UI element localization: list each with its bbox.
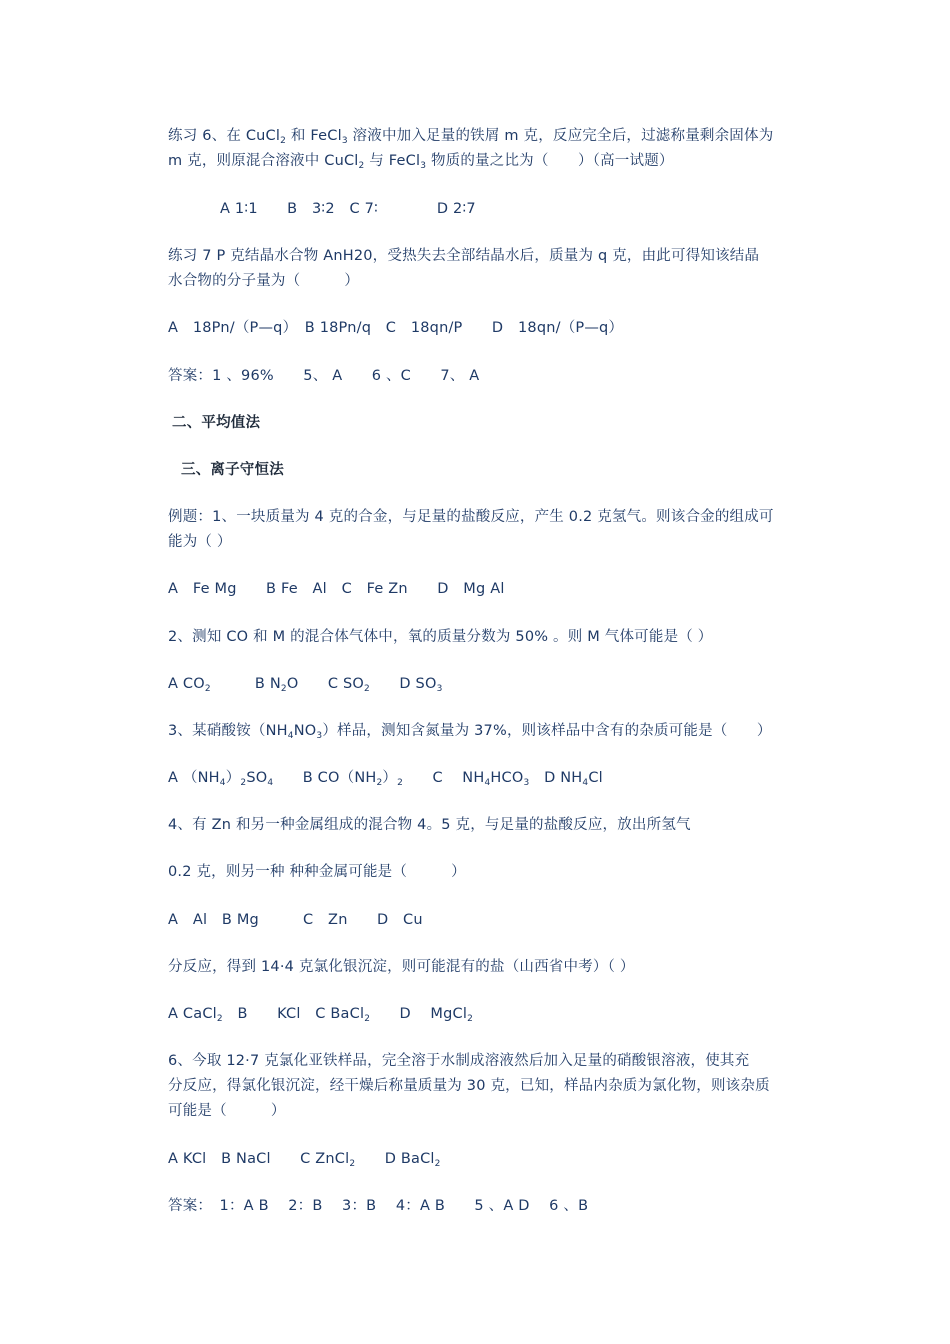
text: D BaCl: [355, 1151, 435, 1167]
subscript: 2: [280, 136, 287, 146]
text: ）: [382, 770, 398, 786]
question-2-text: 2、测知 CO 和 M 的混合体气体中，氧的质量分数为 50% 。则 M 气体可能是（ ）: [168, 629, 713, 645]
subscript: 3: [341, 136, 348, 146]
exercise-6-line-1: [168, 126, 773, 146]
section-heading-ion-conservation: 三、离子守恒法: [181, 462, 284, 478]
section-heading-average-method: 二、平均值法: [172, 415, 261, 431]
subscript: 4: [219, 778, 226, 788]
subscript: 2: [434, 1159, 441, 1169]
question-6-options: [168, 1149, 441, 1169]
question-3-options: [168, 768, 603, 788]
text: B KCl C BaCl: [222, 1006, 365, 1022]
text: 溶液中加入足量的铁屑 m 克，反应完全后，过滤称量剩余固体为: [347, 128, 774, 144]
exercise-7-line-2: 水合物的分子量为（ ）: [168, 273, 360, 289]
text: HCO: [490, 770, 524, 786]
subscript: 4: [267, 778, 274, 788]
question-6-line-1: 6、今取 12·7 克氯化亚铁样品，完全溶于水制成溶液然后加入足量的硝酸银溶液，使其充: [168, 1053, 750, 1069]
text: A KCl B NaCl C ZnCl: [168, 1151, 350, 1167]
subscript: 2: [467, 1014, 474, 1024]
subscript: 2: [376, 778, 383, 788]
question-1-line-2: 能为（ ）: [168, 534, 232, 550]
subscript: 3: [420, 161, 427, 171]
text: ）: [225, 770, 241, 786]
text: NO: [293, 723, 317, 739]
question-5-text: 分反应，得到 14·4 克氯化银沉淀，则可能混有的盐（山西省中考）（ ）: [168, 959, 635, 975]
subscript: 2: [364, 684, 370, 694]
text: Cl: [588, 770, 603, 786]
text: A CaCl: [168, 1006, 217, 1022]
subscript: 2: [397, 778, 404, 788]
text: 与 FeCl: [364, 153, 421, 169]
question-6-line-2: 分反应，得氯化银沉淀，经干燥后称量质量为 30 克，已知，样品内杂质为氯化物，则该杂质: [168, 1078, 770, 1094]
question-3-text: [168, 721, 772, 741]
text: B CO（NH: [273, 770, 377, 786]
text: D MgCl: [370, 1006, 468, 1022]
question-5-options: [168, 1004, 473, 1024]
question-2-options: [168, 674, 443, 694]
subscript: 2: [349, 1159, 356, 1169]
subscript: 2: [216, 1014, 223, 1024]
subscript: 2: [280, 684, 287, 694]
text: ）样品，测知含氮量为 37%，则该样品中含有的杂质可能是（ ）: [322, 723, 772, 739]
subscript: 2: [240, 778, 247, 788]
subscript: 2: [204, 684, 211, 694]
answers-block-2: 答案： 1：A B 2：B 3：B 4：A B 5 、A D 6 、B: [168, 1198, 589, 1214]
subscript: 2: [364, 1014, 371, 1024]
question-4-line-2: 0.2 克，则另一种 种种金属可能是（ ）: [168, 864, 466, 880]
text: O C SO: [286, 676, 365, 692]
exercise-7-options: A 18Pn/（P—q） B 18Pn/q C 18qn/P D 18qn/（P—q）: [168, 320, 624, 336]
text: A CO: [168, 676, 205, 692]
subscript: 3: [523, 778, 530, 788]
subscript: 3: [316, 731, 323, 741]
text: D SO: [369, 676, 437, 692]
text: m 克，则原混合溶液中 CuCl: [168, 153, 359, 169]
exercise-6-line-2: [168, 151, 674, 171]
subscript: 4: [287, 731, 294, 741]
text: 3、某硝酸铵（NH: [168, 723, 288, 739]
text: C NH: [403, 770, 485, 786]
question-4-options: A Al B Mg C Zn D Cu: [168, 912, 423, 928]
exercise-6-options: A 1∶1 B 3∶2 C 7∶ D 2∶7: [220, 201, 476, 217]
question-1-line-1: 例题：1、一块质量为 4 克的合金，与足量的盐酸反应，产生 0.2 克氢气。则该合金的组成可: [168, 509, 774, 525]
text: A （NH: [168, 770, 220, 786]
subscript: 4: [582, 778, 589, 788]
text: B N: [210, 676, 281, 692]
text: 和 FeCl: [286, 128, 342, 144]
question-4-line-1: 4、有 Zn 和另一种金属组成的混合物 4。5 克，与足量的盐酸反应，放出所氢气: [168, 817, 691, 833]
exercise-7-line-1: 练习 7 P 克结晶水合物 AnH20，受热失去全部结晶水后，质量为 q 克，由此可得知该结晶: [168, 248, 760, 264]
subscript: 2: [358, 161, 365, 171]
answers-block-1: 答案：1 、96% 5、 A 6 、C 7、 A: [168, 368, 480, 384]
text: 练习 6、在 CuCl: [168, 128, 281, 144]
text: D NH: [529, 770, 583, 786]
question-6-line-3: 可能是（ ）: [168, 1103, 286, 1119]
subscript: 3: [436, 684, 443, 694]
question-1-options: A Fe Mg B Fe Al C Fe Zn D Mg Al: [168, 581, 505, 597]
text: SO: [246, 770, 268, 786]
subscript: 4: [484, 778, 491, 788]
text: 物质的量之比为（ ）（高一试题）: [426, 153, 674, 169]
